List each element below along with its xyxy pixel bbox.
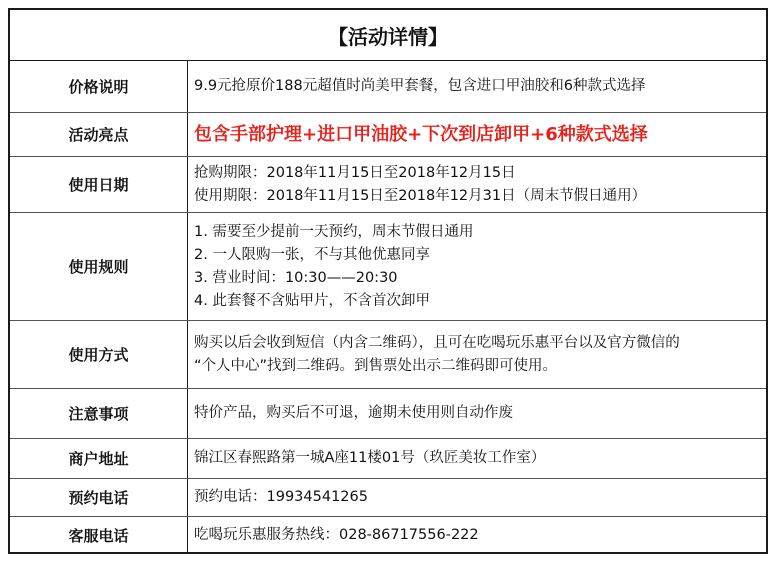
row-value xyxy=(188,213,766,320)
table-row-price xyxy=(10,61,766,113)
table-row-service-phone xyxy=(10,517,766,553)
table-row-rules xyxy=(10,213,766,321)
table-row-notes xyxy=(10,389,766,439)
value-line: 包含手部护理+进口甲油胶+下次到店卸甲+6种款式选择 xyxy=(194,124,648,145)
value-line: 9.9元抢原价188元超值时尚美甲套餐，包含进口甲油胶和6种款式选择 xyxy=(194,78,646,94)
row-value xyxy=(188,61,766,112)
value-line: 3. 营业时间：10:30——20:30 xyxy=(194,269,398,286)
activity-details-table xyxy=(8,8,768,554)
row-label: 商户地址 xyxy=(10,439,188,478)
value-line: 1. 需要至少提前一天预约，周末节假日通用 xyxy=(194,223,474,240)
row-label: 使用规则 xyxy=(10,213,188,320)
row-value xyxy=(188,389,766,438)
row-label: 客服电话 xyxy=(10,517,188,553)
row-label: 注意事项 xyxy=(10,389,188,438)
table-row-booking-phone xyxy=(10,479,766,517)
row-value xyxy=(188,517,766,553)
value-line: 4. 此套餐不含贴甲片，不含首次卸甲 xyxy=(194,292,430,309)
row-label: 使用日期 xyxy=(10,157,188,212)
table-row-address xyxy=(10,439,766,479)
value-line: 吃喝玩乐惠服务热线：028-86717556-222 xyxy=(194,526,479,543)
value-line: 抢购期限：2018年11月15日至2018年12月15日 xyxy=(194,164,516,181)
row-label: 预约电话 xyxy=(10,479,188,516)
table-title: 【活动详情】 xyxy=(10,10,766,61)
row-value xyxy=(188,439,766,478)
row-label: 使用方式 xyxy=(10,321,188,388)
row-value xyxy=(188,479,766,516)
row-value xyxy=(188,321,766,388)
row-label: 活动亮点 xyxy=(10,113,188,156)
value-line: “个人中心”找到二维码。到售票处出示二维码即可使用。 xyxy=(194,357,558,374)
value-line: 购买以后会收到短信（内含二维码），且可在吃喝玩乐惠平台以及官方微信的 xyxy=(194,334,680,351)
row-value xyxy=(188,113,766,156)
row-value xyxy=(188,157,766,212)
value-line: 预约电话：19934541265 xyxy=(194,489,368,505)
value-line: 2. 一人限购一张，不与其他优惠同享 xyxy=(194,246,430,263)
table-row-usage xyxy=(10,321,766,389)
value-line: 使用期限：2018年11月15日至2018年12月31日（周末节假日通用） xyxy=(194,187,647,204)
value-line: 锦江区春熙路第一城A座11楼01号（玖匠美妆工作室） xyxy=(194,450,546,466)
table-row-highlights xyxy=(10,113,766,157)
table-row-dates xyxy=(10,157,766,213)
value-line: 特价产品，购买后不可退，逾期未使用则自动作废 xyxy=(194,405,513,421)
row-label: 价格说明 xyxy=(10,61,188,112)
